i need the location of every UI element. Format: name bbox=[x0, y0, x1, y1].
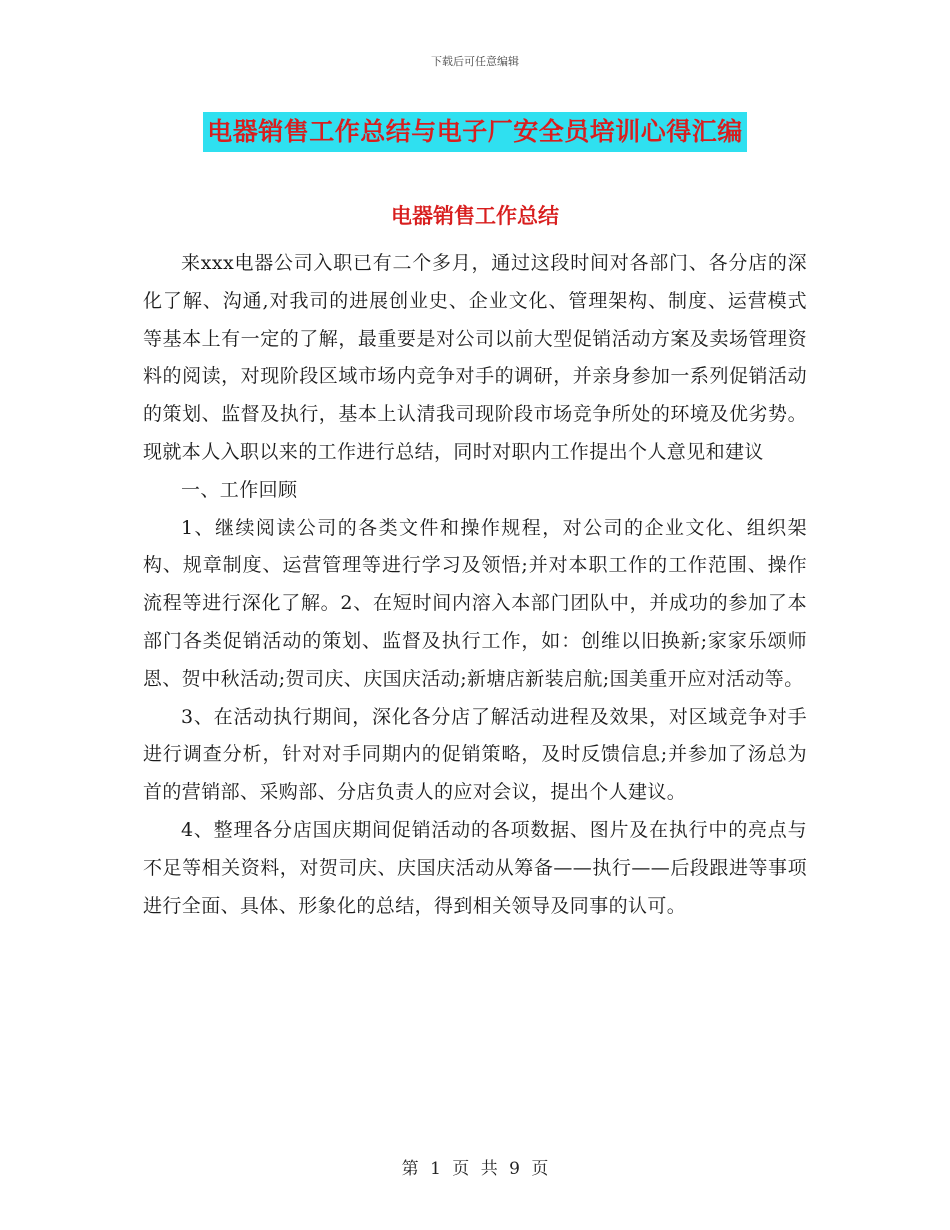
document-body bbox=[143, 245, 807, 925]
paragraph-intro: 来xxx电器公司入职已有二个多月，通过这段时间对各部门、各分店的深化了解、沟通,对我司的进展创业史、企业文化、管理架构、制度、运营模式等基本上有一定的了解，最重要是对公司以前大型促销活动方案及卖场管理资料的阅读，对现阶段区域市场内竞争对手的调研，并亲身参加一系列促销活动的策划、监督及执行，基本上认清我司现阶段市场竞争所处的环境及优劣势。现就本人入职以来的工作进行总结，同时对职内工作提出个人意见和建议 bbox=[143, 252, 807, 463]
paragraph-item-1-2: 1、继续阅读公司的各类文件和操作规程，对公司的企业文化、组织架构、规章制度、运营管理等进行学习及领悟;并对本职工作的工作范围、操作流程等进行深化了解。2、在短时间内溶入本部门团队中，并成功的参加了本部门各类促销活动的策划、监督及执行工作，如：创维以旧换新;家家乐颂师恩、贺中秋活动;贺司庆、庆国庆活动;新塘店新装启航;国美重开应对活动等。 bbox=[143, 516, 807, 690]
paragraph-item-3: 3、在活动执行期间，深化各分店了解活动进程及效果，对区域竞争对手进行调查分析，针对对手同期内的促销策略，及时反馈信息;并参加了汤总为首的营销部、采购部、分店负责人的应对会议，提出个人建议。 bbox=[143, 705, 807, 804]
document-title-container bbox=[0, 112, 950, 152]
header-note: 下载后可任意编辑 bbox=[431, 55, 519, 68]
document-title: 电器销售工作总结与电子厂安全员培训心得汇编 bbox=[203, 112, 747, 152]
paragraph-item-4: 4、整理各分店国庆期间促销活动的各项数据、图片及在执行中的亮点与不足等相关资料，对贺司庆、庆国庆活动从筹备——执行——后段跟进等事项进行全面、具体、形象化的总结，得到相关领导及同事的认可。 bbox=[143, 818, 807, 917]
section-title: 电器销售工作总结 bbox=[391, 204, 559, 228]
page-footer: 第 1 页 共 9 页 bbox=[401, 1159, 549, 1179]
paragraph-heading-work-review: 一、工作回顾 bbox=[181, 478, 298, 501]
